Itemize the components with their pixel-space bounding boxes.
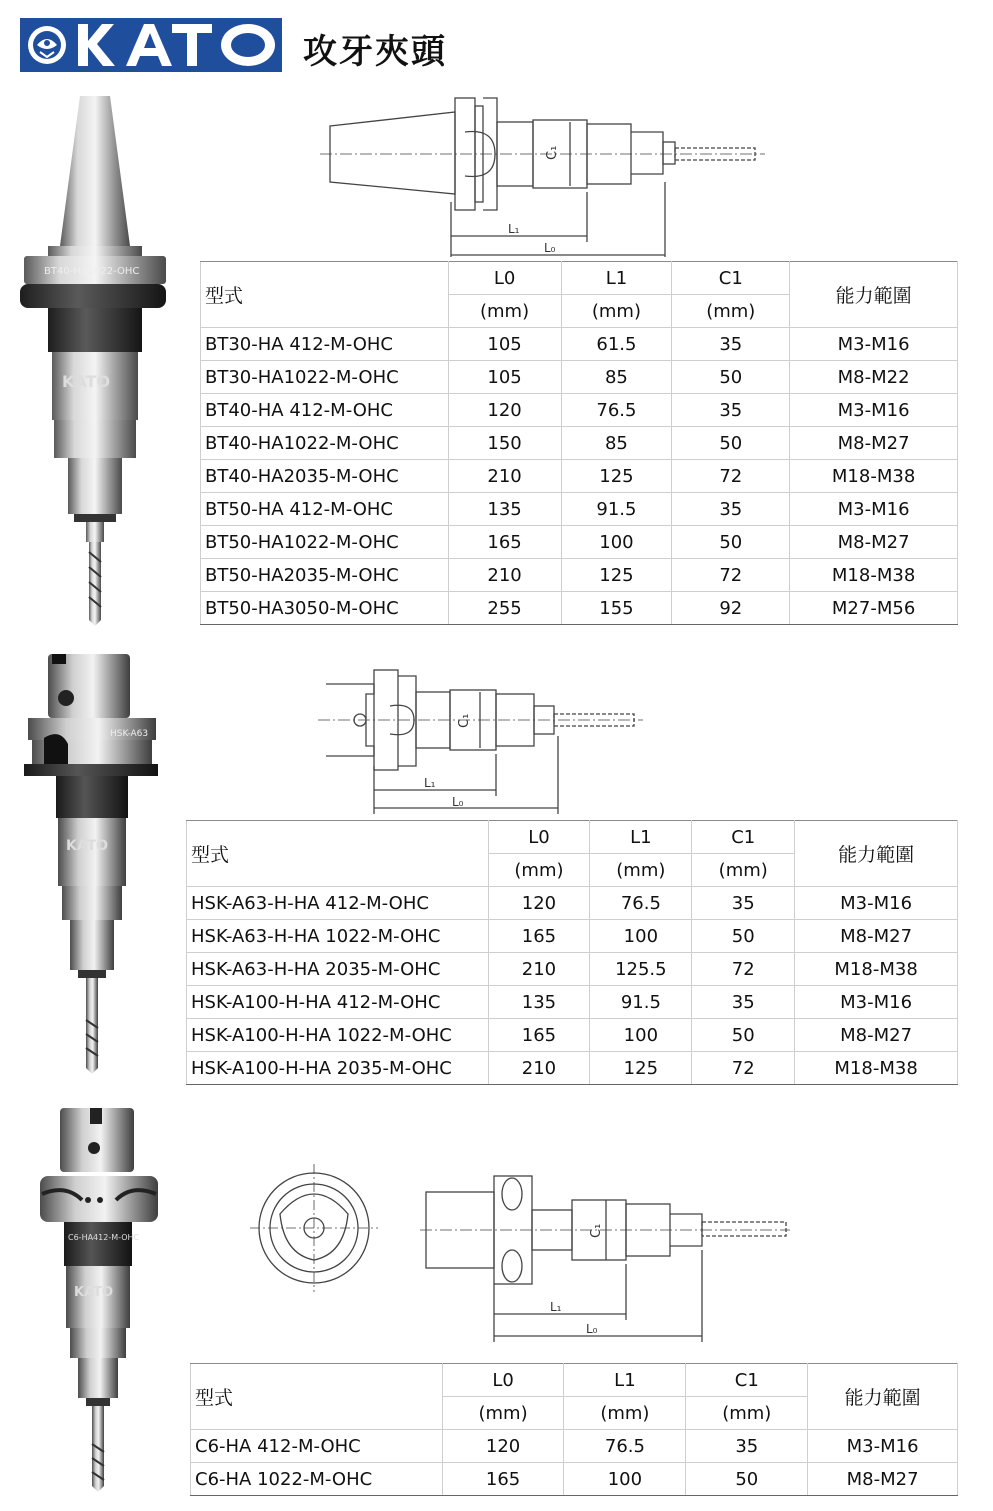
cell-c1: 35 bbox=[672, 328, 790, 361]
unit-l1: (mm) bbox=[564, 1397, 686, 1430]
cell-l0: 120 bbox=[448, 394, 561, 427]
cell-c1: 50 bbox=[672, 526, 790, 559]
cell-model: BT40-HA 412-M-OHC bbox=[201, 394, 449, 427]
cell-l1: 155 bbox=[561, 592, 672, 625]
cell-model: C6-HA 412-M-OHC bbox=[191, 1430, 443, 1463]
drawing-l1-label: L₁ bbox=[550, 1300, 562, 1314]
holder-body-label: KATO bbox=[62, 372, 111, 391]
cell-l0: 210 bbox=[488, 1052, 590, 1085]
cell-l1: 85 bbox=[561, 361, 672, 394]
cell-l0: 135 bbox=[448, 493, 561, 526]
header-capacity: 能力範圍 bbox=[808, 1364, 958, 1430]
hsk-spec-table bbox=[186, 820, 958, 1085]
table-row bbox=[201, 526, 958, 559]
cell-c1: 50 bbox=[686, 1463, 808, 1496]
cell-l0: 165 bbox=[488, 920, 590, 953]
cell-c1: 35 bbox=[686, 1430, 808, 1463]
cell-l1: 125 bbox=[590, 1052, 692, 1085]
cell-l0: 165 bbox=[442, 1463, 564, 1496]
unit-l1: (mm) bbox=[561, 295, 672, 328]
table-row bbox=[201, 361, 958, 394]
holder-flange-label: C6-HA412-M-OHC bbox=[68, 1233, 140, 1242]
cell-capacity: M18-M38 bbox=[790, 559, 958, 592]
table-row bbox=[201, 427, 958, 460]
drawing-l0-label: L₀ bbox=[452, 795, 464, 809]
table-row bbox=[187, 1019, 958, 1052]
cell-model: HSK-A63-H-HA 412-M-OHC bbox=[187, 887, 489, 920]
header-l1: L1 bbox=[564, 1364, 686, 1397]
table-row bbox=[187, 953, 958, 986]
table-header-row bbox=[187, 821, 958, 854]
holder-body-label: KATO bbox=[66, 838, 109, 854]
cell-capacity: M18-M38 bbox=[790, 460, 958, 493]
cell-l1: 76.5 bbox=[561, 394, 672, 427]
cell-l1: 85 bbox=[561, 427, 672, 460]
cell-model: BT30-HA1022-M-OHC bbox=[201, 361, 449, 394]
holder-flange-label: HSK-A63 bbox=[110, 729, 149, 739]
drawing-l0-label: L₀ bbox=[586, 1322, 598, 1336]
cell-capacity: M8-M22 bbox=[790, 361, 958, 394]
cell-model: HSK-A63-H-HA 2035-M-OHC bbox=[187, 953, 489, 986]
unit-l0: (mm) bbox=[488, 854, 590, 887]
cell-l1: 91.5 bbox=[561, 493, 672, 526]
cell-capacity: M8-M27 bbox=[795, 920, 958, 953]
header-model: 型式 bbox=[201, 262, 449, 328]
cell-l0: 210 bbox=[448, 559, 561, 592]
table-header-row bbox=[201, 262, 958, 295]
header-c1: C1 bbox=[672, 262, 790, 295]
cell-l0: 120 bbox=[442, 1430, 564, 1463]
cell-capacity: M18-M38 bbox=[795, 1052, 958, 1085]
table-row bbox=[187, 986, 958, 1019]
cell-c1: 72 bbox=[692, 953, 795, 986]
table-row bbox=[201, 493, 958, 526]
table-row bbox=[201, 592, 958, 625]
drawing-l1-label: L₁ bbox=[424, 776, 436, 790]
cell-l1: 100 bbox=[590, 1019, 692, 1052]
cell-model: BT50-HA1022-M-OHC bbox=[201, 526, 449, 559]
cell-l0: 135 bbox=[488, 986, 590, 1019]
cell-capacity: M8-M27 bbox=[808, 1463, 958, 1496]
cell-model: BT50-HA2035-M-OHC bbox=[201, 559, 449, 592]
cell-capacity: M3-M16 bbox=[790, 328, 958, 361]
table-row bbox=[191, 1463, 958, 1496]
cell-capacity: M3-M16 bbox=[790, 493, 958, 526]
cell-l1: 61.5 bbox=[561, 328, 672, 361]
holder-flange-label: BT40-HA1022-OHC bbox=[44, 266, 140, 277]
cell-c1: 35 bbox=[672, 394, 790, 427]
cell-l1: 125 bbox=[561, 460, 672, 493]
table-row bbox=[201, 559, 958, 592]
table-row bbox=[187, 920, 958, 953]
cell-l1: 125.5 bbox=[590, 953, 692, 986]
table-row bbox=[191, 1430, 958, 1463]
cell-model: HSK-A100-H-HA 412-M-OHC bbox=[187, 986, 489, 1019]
cell-c1: 50 bbox=[692, 1019, 795, 1052]
cell-l0: 120 bbox=[488, 887, 590, 920]
table-row bbox=[201, 328, 958, 361]
page-header bbox=[20, 18, 620, 74]
cell-capacity: M18-M38 bbox=[795, 953, 958, 986]
header-l0: L0 bbox=[448, 262, 561, 295]
drawing-c1-label: C₁ bbox=[589, 1223, 604, 1238]
cell-l1: 100 bbox=[561, 526, 672, 559]
hsk-holder-photo bbox=[22, 650, 162, 1080]
kato-logo bbox=[20, 18, 282, 72]
cell-capacity: M27-M56 bbox=[790, 592, 958, 625]
cell-c1: 72 bbox=[672, 460, 790, 493]
unit-l0: (mm) bbox=[448, 295, 561, 328]
unit-l0: (mm) bbox=[442, 1397, 564, 1430]
cell-model: BT40-HA1022-M-OHC bbox=[201, 427, 449, 460]
cell-model: HSK-A63-H-HA 1022-M-OHC bbox=[187, 920, 489, 953]
cell-l0: 255 bbox=[448, 592, 561, 625]
c6-holder-photo bbox=[38, 1104, 160, 1494]
cell-l1: 91.5 bbox=[590, 986, 692, 1019]
bt-spec-table bbox=[200, 261, 958, 625]
header-l0: L0 bbox=[488, 821, 590, 854]
cell-c1: 92 bbox=[672, 592, 790, 625]
page-title: 攻牙夾頭 bbox=[303, 32, 447, 72]
cell-l1: 125 bbox=[561, 559, 672, 592]
c6-spec-table bbox=[190, 1363, 958, 1496]
header-capacity: 能力範圍 bbox=[795, 821, 958, 887]
cell-c1: 50 bbox=[672, 361, 790, 394]
drawing-l0-label: L₀ bbox=[544, 241, 556, 255]
cell-capacity: M8-M27 bbox=[795, 1019, 958, 1052]
bt-holder-drawing bbox=[320, 92, 770, 260]
header-c1: C1 bbox=[686, 1364, 808, 1397]
cell-model: BT30-HA 412-M-OHC bbox=[201, 328, 449, 361]
drawing-c1-label: C₁ bbox=[545, 145, 560, 160]
table-row bbox=[187, 887, 958, 920]
cell-model: BT40-HA2035-M-OHC bbox=[201, 460, 449, 493]
cell-c1: 35 bbox=[692, 986, 795, 1019]
cell-capacity: M8-M27 bbox=[790, 526, 958, 559]
cell-l1: 100 bbox=[590, 920, 692, 953]
table-row bbox=[201, 460, 958, 493]
cell-c1: 35 bbox=[672, 493, 790, 526]
cell-model: C6-HA 1022-M-OHC bbox=[191, 1463, 443, 1496]
table-row bbox=[187, 1052, 958, 1085]
bt-holder-photo bbox=[18, 92, 168, 627]
table-header-row bbox=[191, 1364, 958, 1397]
hsk-holder-drawing bbox=[318, 666, 648, 816]
drawing-c1-label: C₁ bbox=[457, 713, 472, 728]
cell-capacity: M3-M16 bbox=[790, 394, 958, 427]
cell-capacity: M3-M16 bbox=[795, 986, 958, 1019]
cell-c1: 72 bbox=[672, 559, 790, 592]
cell-l0: 165 bbox=[488, 1019, 590, 1052]
holder-body-label: KATO bbox=[74, 1285, 114, 1300]
cell-model: BT50-HA3050-M-OHC bbox=[201, 592, 449, 625]
header-capacity: 能力範圍 bbox=[790, 262, 958, 328]
cell-capacity: M3-M16 bbox=[795, 887, 958, 920]
header-l0: L0 bbox=[442, 1364, 564, 1397]
unit-c1: (mm) bbox=[672, 295, 790, 328]
header-l1: L1 bbox=[590, 821, 692, 854]
cell-l0: 210 bbox=[488, 953, 590, 986]
table-row bbox=[201, 394, 958, 427]
cell-model: HSK-A100-H-HA 1022-M-OHC bbox=[187, 1019, 489, 1052]
cell-l0: 105 bbox=[448, 328, 561, 361]
header-model: 型式 bbox=[191, 1364, 443, 1430]
cell-c1: 72 bbox=[692, 1052, 795, 1085]
cell-model: HSK-A100-H-HA 2035-M-OHC bbox=[187, 1052, 489, 1085]
cell-capacity: M3-M16 bbox=[808, 1430, 958, 1463]
drawing-l1-label: L₁ bbox=[508, 222, 520, 236]
cell-l1: 76.5 bbox=[564, 1430, 686, 1463]
cell-c1: 35 bbox=[692, 887, 795, 920]
cell-capacity: M8-M27 bbox=[790, 427, 958, 460]
cell-l0: 150 bbox=[448, 427, 561, 460]
header-l1: L1 bbox=[561, 262, 672, 295]
cell-c1: 50 bbox=[692, 920, 795, 953]
cell-c1: 50 bbox=[672, 427, 790, 460]
cell-l0: 105 bbox=[448, 361, 561, 394]
c6-holder-drawing bbox=[250, 1164, 795, 1344]
unit-l1: (mm) bbox=[590, 854, 692, 887]
cell-l1: 100 bbox=[564, 1463, 686, 1496]
header-c1: C1 bbox=[692, 821, 795, 854]
cell-l1: 76.5 bbox=[590, 887, 692, 920]
unit-c1: (mm) bbox=[686, 1397, 808, 1430]
cell-model: BT50-HA 412-M-OHC bbox=[201, 493, 449, 526]
header-model: 型式 bbox=[187, 821, 489, 887]
unit-c1: (mm) bbox=[692, 854, 795, 887]
cell-l0: 210 bbox=[448, 460, 561, 493]
cell-l0: 165 bbox=[448, 526, 561, 559]
